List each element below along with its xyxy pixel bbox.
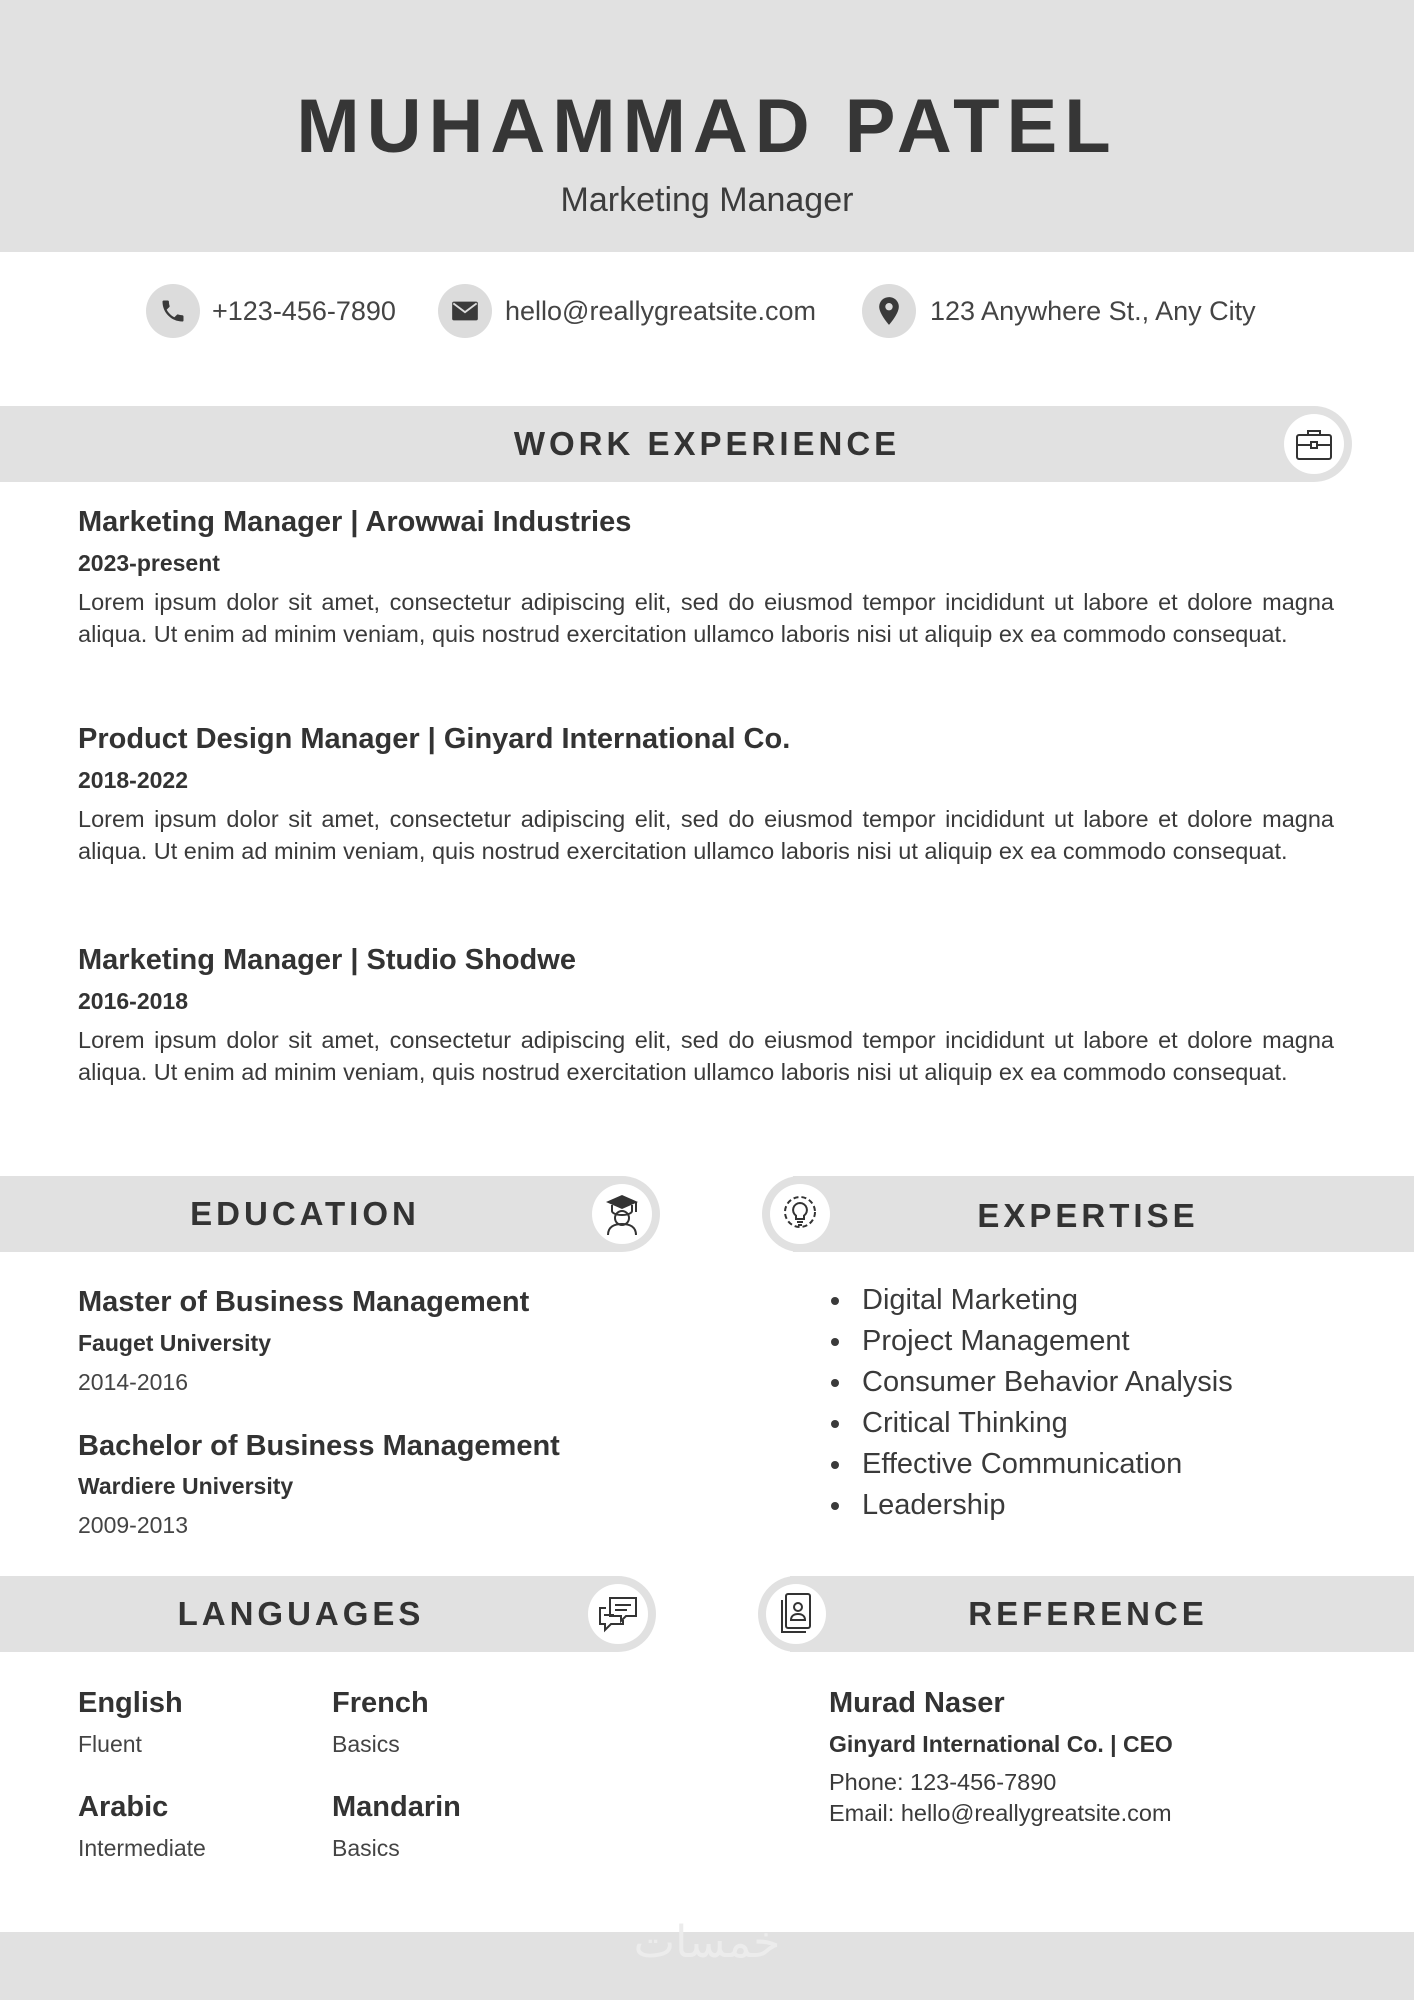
lightbulb-gear-icon bbox=[770, 1184, 830, 1244]
contact-phone[interactable]: +123-456-7890 bbox=[212, 296, 396, 326]
contact-card-icon bbox=[766, 1584, 826, 1644]
job-description: Lorem ipsum dolor sit amet, consectetur adipiscing elit, sed do eiusmod tempor incididunt ut labore et dolore magna aliqua. Ut enim ad minim veniam, quis nostrud exercitation ullamco laboris nisi ut aliquip ex ea commodo consequat. bbox=[78, 806, 1334, 864]
reference-heading: REFERENCE bbox=[968, 1595, 1208, 1632]
job-title: Marketing Manager | Studio Shodwe bbox=[78, 944, 576, 976]
reference-icon-badge bbox=[758, 1576, 834, 1652]
list-item: • Project Management bbox=[854, 1321, 1233, 1362]
list-item: • Digital Marketing bbox=[854, 1280, 1233, 1321]
contact-address: 123 Anywhere St., Any City bbox=[930, 296, 1256, 326]
reference-phone: Phone: 123-456-7890 bbox=[829, 1769, 1057, 1795]
language-name: English bbox=[78, 1687, 183, 1719]
job-dates: 2018-2022 bbox=[78, 767, 188, 793]
candidate-name: MUHAMMAD PATEL bbox=[296, 84, 1118, 169]
language-level: Fluent bbox=[78, 1731, 142, 1757]
expertise-heading: EXPERTISE bbox=[977, 1197, 1199, 1234]
education-years: 2009-2013 bbox=[78, 1512, 188, 1538]
job-dates: 2016-2018 bbox=[78, 988, 188, 1014]
location-pin-icon bbox=[862, 284, 916, 338]
education-school: Fauget University bbox=[78, 1330, 271, 1356]
graduate-icon bbox=[592, 1184, 652, 1244]
list-item: • Consumer Behavior Analysis bbox=[854, 1362, 1233, 1403]
job-dates: 2023-present bbox=[78, 550, 220, 576]
education-heading: EDUCATION bbox=[190, 1195, 420, 1232]
education-degree: Bachelor of Business Management bbox=[78, 1430, 560, 1462]
languages-icon-badge bbox=[580, 1576, 656, 1652]
watermark: خمسات bbox=[633, 1917, 781, 1968]
reference-organization: Ginyard International Co. | CEO bbox=[829, 1731, 1173, 1757]
language-name: Mandarin bbox=[332, 1791, 461, 1823]
envelope-icon bbox=[438, 284, 492, 338]
expertise-icon-badge bbox=[762, 1176, 838, 1252]
education-school: Wardiere University bbox=[78, 1473, 294, 1499]
list-item: • Leadership bbox=[854, 1485, 1233, 1526]
candidate-title: Marketing Manager bbox=[560, 181, 854, 219]
list-item: • Effective Communication bbox=[854, 1444, 1233, 1485]
education-degree: Master of Business Management bbox=[78, 1286, 530, 1318]
language-level: Intermediate bbox=[78, 1835, 206, 1861]
language-level: Basics bbox=[332, 1731, 400, 1757]
expertise-list bbox=[826, 1280, 1233, 1526]
work-experience-heading: WORK EXPERIENCE bbox=[513, 425, 901, 462]
language-name: Arabic bbox=[78, 1791, 169, 1823]
list-item: • Critical Thinking bbox=[854, 1403, 1233, 1444]
work-icon-badge bbox=[1276, 406, 1352, 482]
reference-email[interactable]: Email: hello@reallygreatsite.com bbox=[829, 1800, 1172, 1826]
speech-bubbles-icon bbox=[588, 1584, 648, 1644]
job-title: Marketing Manager | Arowwai Industries bbox=[78, 506, 632, 538]
briefcase-icon bbox=[1284, 414, 1344, 474]
job-title: Product Design Manager | Ginyard International Co. bbox=[78, 723, 791, 755]
job-description: Lorem ipsum dolor sit amet, consectetur adipiscing elit, sed do eiusmod tempor incididunt ut labore et dolore magna aliqua. Ut enim ad minim veniam, quis nostrud exercitation ullamco laboris nisi ut aliquip ex ea commodo consequat. bbox=[78, 1027, 1334, 1085]
phone-icon bbox=[146, 284, 200, 338]
reference-name: Murad Naser bbox=[829, 1687, 1005, 1719]
contact-email[interactable]: hello@reallygreatsite.com bbox=[505, 296, 817, 326]
language-level: Basics bbox=[332, 1835, 400, 1861]
language-name: French bbox=[332, 1687, 429, 1719]
education-icon-badge bbox=[584, 1176, 660, 1252]
education-years: 2014-2016 bbox=[78, 1369, 188, 1395]
job-description: Lorem ipsum dolor sit amet, consectetur adipiscing elit, sed do eiusmod tempor incididunt ut labore et dolore magna aliqua. Ut enim ad minim veniam, quis nostrud exercitation ullamco laboris nisi ut aliquip ex ea commodo consequat. bbox=[78, 589, 1334, 647]
languages-heading: LANGUAGES bbox=[177, 1595, 425, 1632]
